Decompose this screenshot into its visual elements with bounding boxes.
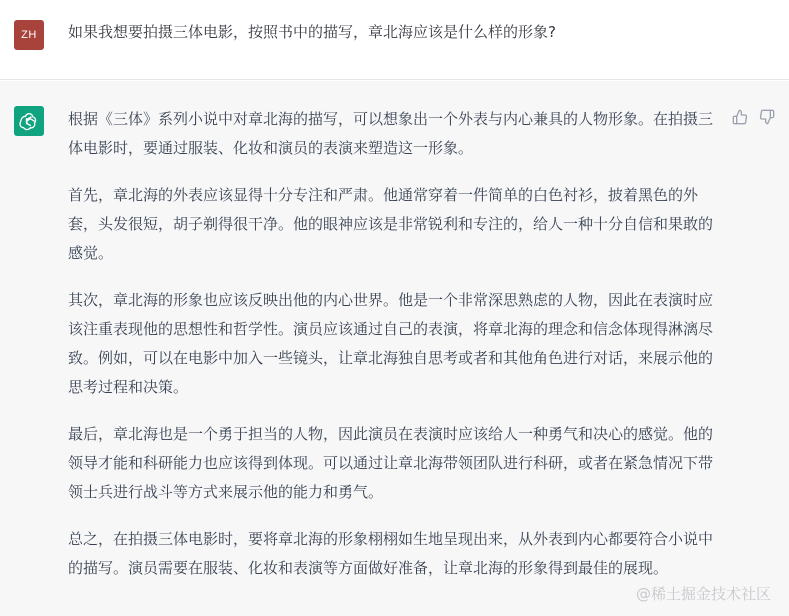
watermark: @稀土掘金技术社区 <box>635 585 771 603</box>
assistant-message-row <box>0 81 789 616</box>
openai-logo-icon <box>14 106 44 136</box>
assistant-answer <box>68 105 714 583</box>
user-message-row <box>0 0 789 80</box>
user-question-text: 如果我想要拍摄三体电影，按照书中的描写，章北海应该是什么样的形象? <box>68 23 556 41</box>
answer-paragraph: 首先，章北海的外表应该显得十分专注和严肃。他通常穿着一件简单的白色衬衫，披着黑色的外套，头发很短，胡子剃得很干净。他的眼神应该是非常锐利和专注的，给人一种十分自信和果敢的感觉。 <box>68 186 714 262</box>
answer-paragraph: 总之，在拍摄三体电影时，要将章北海的形象栩栩如生地呈现出来，从外表到内心都要符合小说中的描写。演员需要在服装、化妆和表演等方面做好准备，让章北海的形象得到最佳的展现。 <box>68 530 714 577</box>
answer-paragraph: 其次，章北海的形象也应该反映出他的内心世界。他是一个非常深思熟虑的人物，因此在表演时应该注重表现他的思想性和哲学性。演员应该通过自己的表演，将章北海的理念和信念体现得淋漓尽致。例如，可以在电影中加入一些镜头，让章北海独自思考或者和其他角色进行对话，来展示他的思考过程和决策。 <box>68 291 714 396</box>
answer-paragraph: 最后，章北海也是一个勇于担当的人物，因此演员在表演时应该给人一种勇气和决心的感觉。他的领导才能和科研能力也应该得到体现。可以通过让章北海带领团队进行科研，或者在紧急情况下带领士兵进行战斗等方式来展示他的能力和勇气。 <box>68 425 714 501</box>
user-avatar: ZH <box>14 20 44 50</box>
thumbs-down-icon[interactable] <box>758 108 776 126</box>
thumbs-up-icon[interactable] <box>731 108 749 126</box>
answer-paragraph: 根据《三体》系列小说中对章北海的描写，可以想象出一个外表与内心兼具的人物形象。在拍摄三体电影时，要通过服装、化妆和演员的表演来塑造这一形象。 <box>68 110 714 157</box>
